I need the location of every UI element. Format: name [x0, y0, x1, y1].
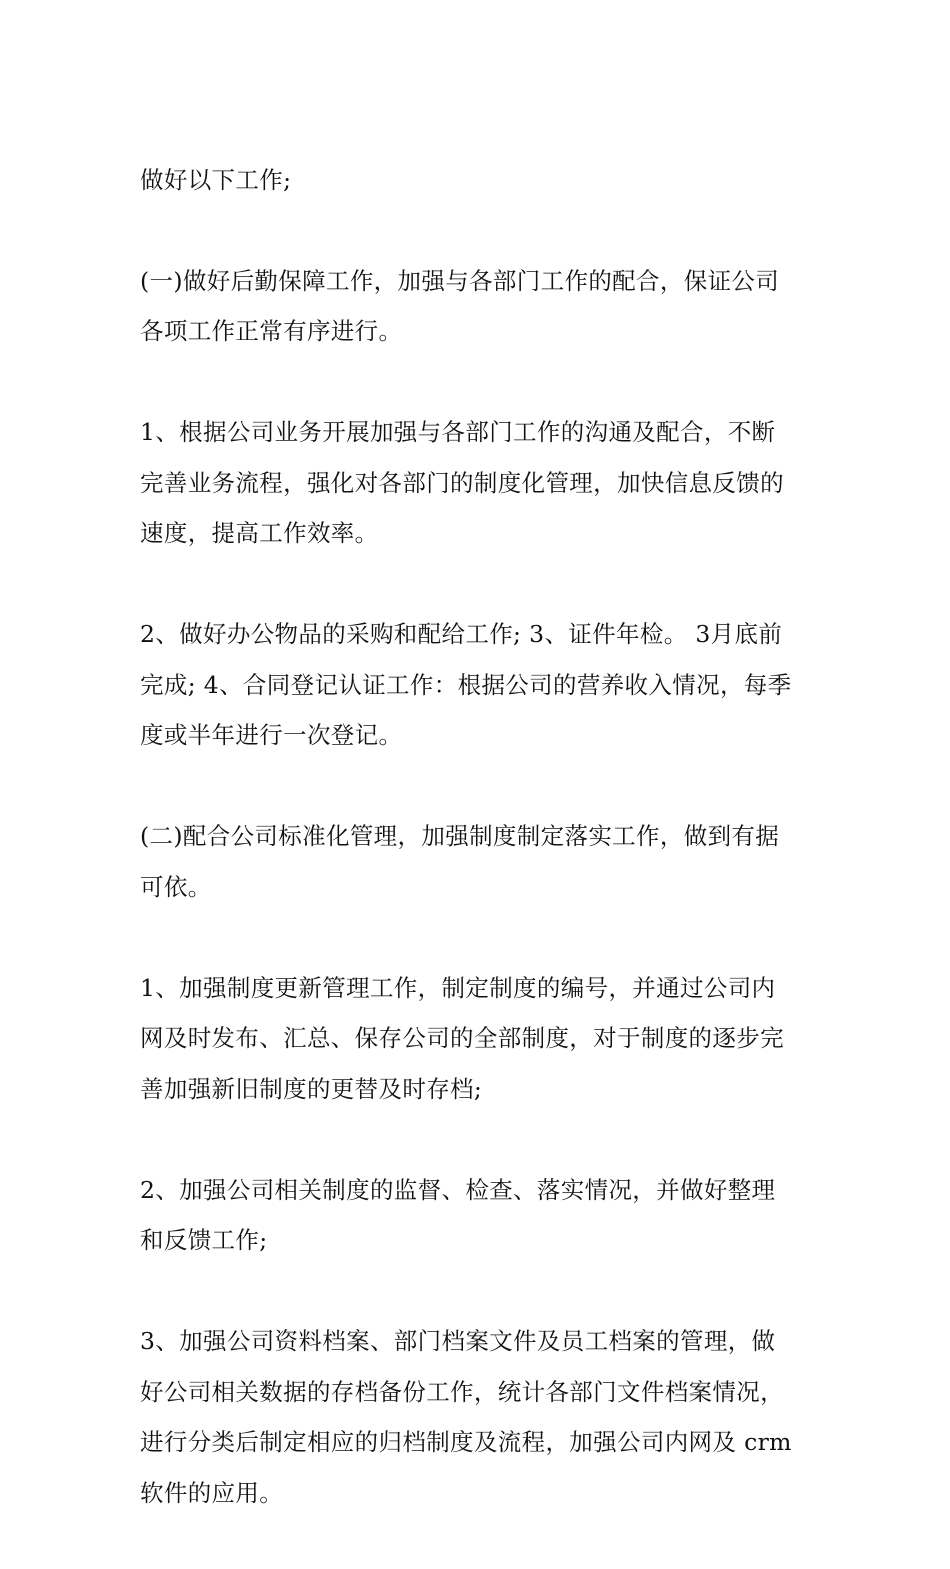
paragraph-section-2-item-3: 3、加强公司资料档案、部门档案文件及员工档案的管理，做 好公司相关数据的存档备份工作，统计各部门文件档案情况， 进行分类后制定相应的归档制度及流程，加强公司内网及 crm 软件的应用。 [140, 1327, 792, 1507]
paragraph-section-1-item-1: 1、根据公司业务开展加强与各部门工作的沟通及配合，不断 完善业务流程，强化对各部门的制度化管理，加快信息反馈的 速度，提高工作效率。 [140, 418, 784, 547]
paragraph-section-2-item-2: 2、加强公司相关制度的监督、检查、落实情况，并做好整理 和反馈工作; [140, 1175, 776, 1254]
paragraph-section-1-heading: (一)做好后勤保障工作，加强与各部门工作的配合，保证公司 各项工作正常有序进行。 [140, 266, 780, 345]
paragraph-section-1-items-2-4: 2、做好办公物品的采购和配给工作; 3、证件年检。 3月底前 完成; 4、合同登记认证工作：根据公司的营养收入情况，每季 度或半年进行一次登记。 [140, 620, 792, 749]
paragraph-section-2-item-1: 1、加强制度更新管理工作，制定制度的编号，并通过公司内 网及时发布、汇总、保存公司的全部制度，对于制度的逐步完 善加强新旧制度的更替及时存档; [140, 973, 784, 1103]
paragraph-section-2-heading: (二)配合公司标准化管理，加强制度制定落实工作，做到有据 可依。 [140, 822, 780, 901]
paragraph-intro: 做好以下工作; [140, 165, 292, 194]
document-body [140, 104, 812, 1569]
